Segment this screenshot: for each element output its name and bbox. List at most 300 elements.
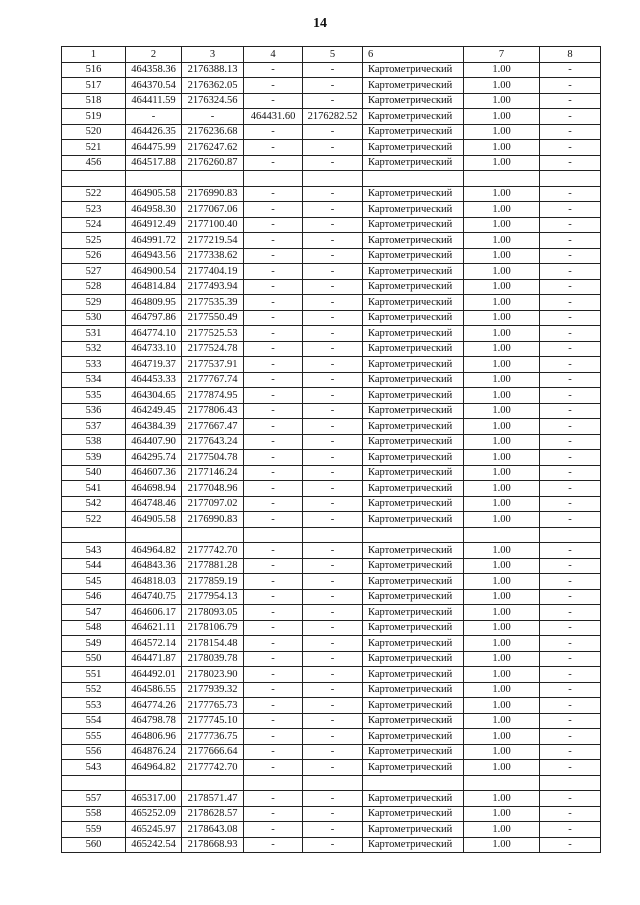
table-cell: - — [540, 512, 601, 528]
empty-cell — [303, 527, 363, 543]
table-cell: 526 — [62, 248, 126, 264]
empty-cell — [62, 171, 126, 187]
table-cell: 2177146.24 — [182, 465, 244, 481]
table-cell: 548 — [62, 620, 126, 636]
table-cell: 528 — [62, 279, 126, 295]
table-cell: - — [244, 357, 303, 373]
table-cell: - — [540, 481, 601, 497]
table-cell: - — [244, 481, 303, 497]
empty-cell — [244, 171, 303, 187]
table-cell: Картометрический — [363, 837, 464, 853]
table-cell: - — [303, 388, 363, 404]
table-cell: - — [244, 729, 303, 745]
table-row — [62, 217, 601, 233]
table-cell: 533 — [62, 357, 126, 373]
table-cell: 2177550.49 — [182, 310, 244, 326]
table-cell: 550 — [62, 651, 126, 667]
table-cell: Картометрический — [363, 388, 464, 404]
table-cell: - — [244, 372, 303, 388]
table-cell: 540 — [62, 465, 126, 481]
table-cell: 516 — [62, 62, 126, 78]
table-cell: 465252.09 — [126, 806, 182, 822]
table-cell: 2177767.74 — [182, 372, 244, 388]
table-cell: - — [244, 310, 303, 326]
table-cell: - — [244, 450, 303, 466]
table-cell: 560 — [62, 837, 126, 853]
table-cell: - — [303, 295, 363, 311]
table-cell: 2178571.47 — [182, 791, 244, 807]
table-cell: 2177100.40 — [182, 217, 244, 233]
table-row — [62, 667, 601, 683]
table-cell: 543 — [62, 760, 126, 776]
table-cell: 464475.99 — [126, 140, 182, 156]
table-cell: - — [540, 372, 601, 388]
table-cell: Картометрический — [363, 806, 464, 822]
table-cell: 464304.65 — [126, 388, 182, 404]
table-row — [62, 434, 601, 450]
table-cell: 464572.14 — [126, 636, 182, 652]
table-row — [62, 419, 601, 435]
table-cell: - — [540, 620, 601, 636]
table-cell: 1.00 — [464, 651, 540, 667]
table-cell: - — [244, 248, 303, 264]
table-cell: - — [244, 822, 303, 838]
table-cell: 547 — [62, 605, 126, 621]
table-cell: - — [540, 450, 601, 466]
table-cell: - — [244, 155, 303, 171]
table-cell: - — [540, 186, 601, 202]
table-cell: - — [540, 698, 601, 714]
table-cell: - — [303, 558, 363, 574]
table-cell: - — [303, 434, 363, 450]
column-header: 3 — [182, 47, 244, 63]
empty-cell — [540, 527, 601, 543]
table-cell: 464748.46 — [126, 496, 182, 512]
empty-cell — [126, 775, 182, 791]
table-cell: Картометрический — [363, 481, 464, 497]
column-header: 2 — [126, 47, 182, 63]
table-cell: Картометрический — [363, 109, 464, 125]
table-cell: 1.00 — [464, 589, 540, 605]
page-number: 14 — [313, 16, 327, 31]
table-cell: 2177404.19 — [182, 264, 244, 280]
table-cell: - — [303, 217, 363, 233]
table-cell: - — [540, 419, 601, 435]
table-cell: Картометрический — [363, 822, 464, 838]
table-cell: 1.00 — [464, 78, 540, 94]
table-cell: - — [540, 667, 601, 683]
table-cell: Картометрический — [363, 341, 464, 357]
empty-cell — [62, 775, 126, 791]
table-cell: 1.00 — [464, 760, 540, 776]
table-cell: 464843.36 — [126, 558, 182, 574]
table-cell: - — [303, 651, 363, 667]
table-cell: 464453.33 — [126, 372, 182, 388]
table-cell: - — [303, 93, 363, 109]
table-cell: - — [540, 310, 601, 326]
table-cell: 523 — [62, 202, 126, 218]
table-cell: 535 — [62, 388, 126, 404]
table-cell: - — [244, 512, 303, 528]
table-cell: 2176260.87 — [182, 155, 244, 171]
table-cell: 522 — [62, 512, 126, 528]
table-cell: 1.00 — [464, 434, 540, 450]
table-cell: Картометрический — [363, 78, 464, 94]
table-cell: 559 — [62, 822, 126, 838]
table-cell: 464905.58 — [126, 512, 182, 528]
table-cell: 464295.74 — [126, 450, 182, 466]
table-cell: - — [244, 744, 303, 760]
empty-cell — [182, 171, 244, 187]
table-cell: - — [540, 78, 601, 94]
table-cell: - — [303, 357, 363, 373]
table-cell: 2177048.96 — [182, 481, 244, 497]
table-cell: - — [244, 419, 303, 435]
table-cell: 522 — [62, 186, 126, 202]
table-cell: 1.00 — [464, 698, 540, 714]
table-cell: - — [244, 543, 303, 559]
table-cell: - — [303, 481, 363, 497]
column-header: 7 — [464, 47, 540, 63]
table-cell: Картометрический — [363, 202, 464, 218]
table-cell: 2177939.32 — [182, 682, 244, 698]
table-cell: 464905.58 — [126, 186, 182, 202]
table-cell: 2176324.56 — [182, 93, 244, 109]
table-cell: 1.00 — [464, 419, 540, 435]
table-cell: - — [126, 109, 182, 125]
table-cell: Картометрический — [363, 760, 464, 776]
table-cell: 1.00 — [464, 372, 540, 388]
table-cell: - — [244, 62, 303, 78]
table-cell: Картометрический — [363, 729, 464, 745]
table-row — [62, 760, 601, 776]
table-cell: - — [540, 574, 601, 590]
table-cell: 1.00 — [464, 217, 540, 233]
table-cell: - — [540, 822, 601, 838]
coordinates-table — [61, 46, 601, 853]
table-row — [62, 62, 601, 78]
table-cell: 545 — [62, 574, 126, 590]
table-cell: - — [303, 837, 363, 853]
table-cell: - — [244, 279, 303, 295]
table-cell: 530 — [62, 310, 126, 326]
table-cell: 2177881.28 — [182, 558, 244, 574]
table-cell: - — [244, 93, 303, 109]
table-cell: - — [303, 62, 363, 78]
table-row — [62, 605, 601, 621]
table-cell: - — [303, 698, 363, 714]
table-cell: 1.00 — [464, 574, 540, 590]
table-cell: 525 — [62, 233, 126, 249]
table-cell: 555 — [62, 729, 126, 745]
table-cell: 464621.11 — [126, 620, 182, 636]
table-cell: 551 — [62, 667, 126, 683]
table-cell: - — [244, 341, 303, 357]
table-cell: 2177874.95 — [182, 388, 244, 404]
table-cell: 1.00 — [464, 806, 540, 822]
table-cell: - — [303, 791, 363, 807]
empty-cell — [303, 171, 363, 187]
table-cell: - — [540, 558, 601, 574]
table-row — [62, 698, 601, 714]
table-cell: 2177338.62 — [182, 248, 244, 264]
table-cell: - — [303, 155, 363, 171]
table-cell: Картометрический — [363, 93, 464, 109]
table-row — [62, 589, 601, 605]
table-cell: - — [540, 264, 601, 280]
table-row — [62, 636, 601, 652]
table-cell: 464876.24 — [126, 744, 182, 760]
table-cell: 464492.01 — [126, 667, 182, 683]
table-cell: 1.00 — [464, 605, 540, 621]
table-cell: 2177535.39 — [182, 295, 244, 311]
table-row — [62, 481, 601, 497]
table-row — [62, 124, 601, 140]
table-cell: - — [540, 837, 601, 853]
table-cell: 538 — [62, 434, 126, 450]
table-cell: 1.00 — [464, 450, 540, 466]
table-cell: 464407.90 — [126, 434, 182, 450]
table-cell: 1.00 — [464, 357, 540, 373]
table-cell: 2177859.19 — [182, 574, 244, 590]
table-cell: - — [540, 140, 601, 156]
table-cell: - — [540, 589, 601, 605]
table-cell: Картометрический — [363, 558, 464, 574]
table-cell: - — [540, 543, 601, 559]
table-cell: 464384.39 — [126, 419, 182, 435]
table-cell: - — [303, 822, 363, 838]
table-cell: 464958.30 — [126, 202, 182, 218]
table-row — [62, 357, 601, 373]
empty-cell — [363, 171, 464, 187]
table-cell: - — [540, 217, 601, 233]
table-cell: - — [244, 636, 303, 652]
table-cell: 464517.88 — [126, 155, 182, 171]
table-cell: 2177504.78 — [182, 450, 244, 466]
table-cell: - — [244, 682, 303, 698]
table-cell: - — [244, 620, 303, 636]
table-cell: - — [303, 543, 363, 559]
table-cell: 2178628.57 — [182, 806, 244, 822]
table-cell: 2177219.54 — [182, 233, 244, 249]
table-cell: 553 — [62, 698, 126, 714]
table-cell: - — [244, 558, 303, 574]
table-row — [62, 791, 601, 807]
table-cell: - — [540, 403, 601, 419]
table-cell: - — [540, 651, 601, 667]
table-cell: - — [303, 620, 363, 636]
table-cell: - — [303, 465, 363, 481]
table-cell: 1.00 — [464, 512, 540, 528]
table-cell: Картометрический — [363, 140, 464, 156]
table-cell: - — [303, 512, 363, 528]
table-row — [62, 93, 601, 109]
table-cell: 1.00 — [464, 310, 540, 326]
table-cell: - — [303, 279, 363, 295]
table-cell: - — [303, 713, 363, 729]
table-row — [62, 558, 601, 574]
table-cell: 2177742.70 — [182, 760, 244, 776]
table-cell: 2176236.68 — [182, 124, 244, 140]
table-cell: 464912.49 — [126, 217, 182, 233]
table-cell: 2177806.43 — [182, 403, 244, 419]
table-cell: 2176247.62 — [182, 140, 244, 156]
table-cell: - — [540, 791, 601, 807]
empty-cell — [182, 527, 244, 543]
table-cell: Картометрический — [363, 791, 464, 807]
table-cell: 1.00 — [464, 822, 540, 838]
table-cell: 1.00 — [464, 713, 540, 729]
table-cell: Картометрический — [363, 434, 464, 450]
table-cell: 1.00 — [464, 481, 540, 497]
table-cell: - — [540, 202, 601, 218]
table-cell: Картометрический — [363, 357, 464, 373]
table-cell: - — [540, 388, 601, 404]
table-cell: 465242.54 — [126, 837, 182, 853]
table-row — [62, 450, 601, 466]
empty-cell — [244, 775, 303, 791]
table-cell: - — [303, 326, 363, 342]
table-cell: 2177667.47 — [182, 419, 244, 435]
table-cell: - — [244, 574, 303, 590]
table-cell: - — [540, 806, 601, 822]
table-cell: 542 — [62, 496, 126, 512]
table-row — [62, 233, 601, 249]
table-row — [62, 729, 601, 745]
table-cell: - — [244, 78, 303, 94]
empty-cell — [244, 527, 303, 543]
table-cell: 464774.26 — [126, 698, 182, 714]
table-cell: - — [303, 589, 363, 605]
table-cell: - — [303, 744, 363, 760]
table-row — [62, 388, 601, 404]
table-cell: - — [244, 233, 303, 249]
table-cell: 531 — [62, 326, 126, 342]
table-cell: - — [540, 760, 601, 776]
table-row — [62, 310, 601, 326]
empty-cell — [363, 775, 464, 791]
table-row — [62, 512, 601, 528]
table-cell: - — [244, 403, 303, 419]
table-cell: 549 — [62, 636, 126, 652]
table-cell: 1.00 — [464, 295, 540, 311]
table-cell: 2177742.70 — [182, 543, 244, 559]
table-cell: 1.00 — [464, 124, 540, 140]
table-cell: Картометрический — [363, 667, 464, 683]
table-cell: Картометрический — [363, 233, 464, 249]
empty-cell — [464, 171, 540, 187]
table-cell: - — [244, 388, 303, 404]
table-cell: Картометрический — [363, 744, 464, 760]
table-cell: - — [540, 279, 601, 295]
table-cell: Картометрический — [363, 217, 464, 233]
table-header-row — [62, 47, 601, 63]
table-cell: Картометрический — [363, 698, 464, 714]
table-cell: - — [303, 248, 363, 264]
table-cell: 517 — [62, 78, 126, 94]
table-cell: 464991.72 — [126, 233, 182, 249]
table-cell: 1.00 — [464, 341, 540, 357]
table-cell: 527 — [62, 264, 126, 280]
table-cell: 1.00 — [464, 620, 540, 636]
table-cell: 2176990.83 — [182, 512, 244, 528]
table-cell: Картометрический — [363, 682, 464, 698]
table-cell: 1.00 — [464, 496, 540, 512]
table-cell: 464607.36 — [126, 465, 182, 481]
table-cell: - — [244, 496, 303, 512]
table-cell: - — [303, 419, 363, 435]
table-cell: 464358.36 — [126, 62, 182, 78]
table-cell: 2177745.10 — [182, 713, 244, 729]
table-cell: 2177524.78 — [182, 341, 244, 357]
table-cell: - — [244, 465, 303, 481]
table-row — [62, 806, 601, 822]
table-cell: - — [303, 605, 363, 621]
table-cell: 2177736.75 — [182, 729, 244, 745]
table-cell: 1.00 — [464, 233, 540, 249]
table-cell: 558 — [62, 806, 126, 822]
table-cell: - — [540, 248, 601, 264]
table-cell: 1.00 — [464, 682, 540, 698]
column-header: 6 — [363, 47, 464, 63]
table-cell: 518 — [62, 93, 126, 109]
table-cell: - — [244, 589, 303, 605]
empty-cell — [303, 775, 363, 791]
table-cell: - — [303, 124, 363, 140]
column-header: 4 — [244, 47, 303, 63]
table-cell: Картометрический — [363, 651, 464, 667]
table-cell: Картометрический — [363, 713, 464, 729]
table-cell: 1.00 — [464, 326, 540, 342]
table-cell: 1.00 — [464, 109, 540, 125]
table-cell: - — [540, 465, 601, 481]
table-cell: 539 — [62, 450, 126, 466]
table-row — [62, 248, 601, 264]
table-row — [62, 713, 601, 729]
table-cell: - — [303, 682, 363, 698]
table-cell: - — [303, 760, 363, 776]
table-cell: 2176282.52 — [303, 109, 363, 125]
table-cell: 546 — [62, 589, 126, 605]
empty-cell — [540, 171, 601, 187]
table-cell: - — [303, 806, 363, 822]
table-cell: - — [540, 636, 601, 652]
table-cell: 1.00 — [464, 636, 540, 652]
table-cell: 1.00 — [464, 140, 540, 156]
table-cell: 1.00 — [464, 279, 540, 295]
table-cell: - — [244, 140, 303, 156]
table-row — [62, 326, 601, 342]
table-row — [62, 543, 601, 559]
table-cell: 557 — [62, 791, 126, 807]
table-cell: - — [303, 450, 363, 466]
spacer-row — [62, 775, 601, 791]
table-cell: 2178106.79 — [182, 620, 244, 636]
table-row — [62, 682, 601, 698]
table-row — [62, 264, 601, 280]
empty-cell — [62, 527, 126, 543]
table-row — [62, 78, 601, 94]
table-cell: 464719.37 — [126, 357, 182, 373]
table-cell: 464797.86 — [126, 310, 182, 326]
table-cell: Картометрический — [363, 605, 464, 621]
table-cell: - — [303, 186, 363, 202]
table-cell: - — [303, 496, 363, 512]
table-cell: 464809.95 — [126, 295, 182, 311]
table-cell: Картометрический — [363, 465, 464, 481]
table-row — [62, 186, 601, 202]
table-cell: Картометрический — [363, 636, 464, 652]
